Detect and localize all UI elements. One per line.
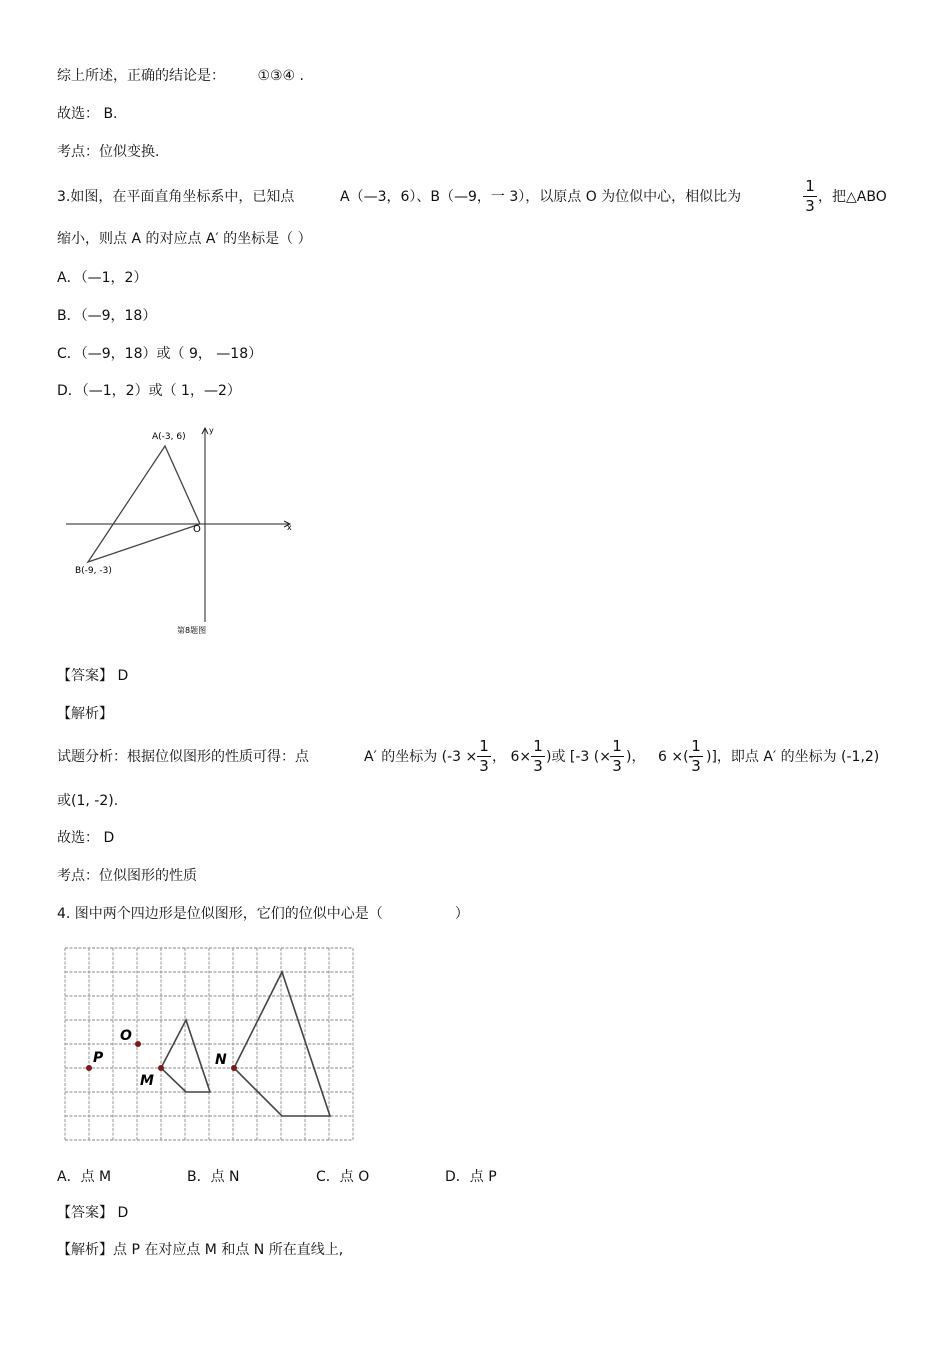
point-n-dot [231, 1065, 237, 1071]
q3-option-c: C．（—9，18）或（ 9， —18） [57, 346, 263, 362]
point-p-label: P [93, 1050, 104, 1066]
x-axis-label: x [287, 523, 292, 532]
q3-analysis-head: 【解析】 [57, 706, 113, 722]
fraction-numerator: 1 [479, 737, 489, 755]
q3-stem-start: 3.如图，在平面直角坐标系中，已知点 [57, 189, 295, 205]
fraction-denominator: 3 [479, 757, 489, 775]
q4-stem-bracket: ） [454, 906, 469, 922]
analysis-fraction-1 [476, 738, 492, 775]
q3-analysis-part3: )或 [-3 (× [546, 749, 611, 765]
q3-analysis-start: 试题分析：根据位似图形的性质可得：点 [57, 749, 309, 765]
q3-option-d: D．（—1，2）或（ 1，—2） [57, 383, 241, 399]
conclusion-line [57, 66, 304, 86]
q4-option-c: C．点 O [316, 1169, 370, 1185]
point-p-dot [86, 1065, 92, 1071]
small-quadrilateral [161, 1020, 210, 1092]
fraction-numerator: 1 [691, 737, 701, 755]
q4-stem-text: 4. 图中两个四边形是位似图形，它们的位似中心是（ [57, 906, 383, 922]
q4-option-b: B．点 N [187, 1169, 240, 1185]
point-b-label: B(-9, -3) [75, 566, 112, 576]
q3-stem-line2: 缩小，则点 A 的对应点 A′ 的坐标是（ ） [57, 231, 312, 247]
analysis-fraction-2 [530, 738, 546, 775]
q3-option-a: A．（—1，2） [57, 270, 148, 286]
figure-caption: 第8题图 [177, 626, 207, 635]
point-a-label: A(-3, 6) [152, 432, 186, 442]
analysis-fraction-4 [688, 738, 704, 775]
fraction-numerator: 1 [533, 737, 543, 755]
q3-analysis-part4: )， [626, 749, 646, 765]
point-m-dot [158, 1065, 164, 1071]
ratio-denominator: 3 [805, 197, 815, 215]
q4-grid-figure [58, 940, 366, 1148]
q3-answer: 【答案】 D [57, 668, 129, 684]
point-o-label: O [120, 1028, 132, 1044]
q4-answer: 【答案】 D [57, 1205, 129, 1221]
q4-stem [57, 904, 469, 924]
point-m-label: M [140, 1073, 154, 1089]
q4-option-d: D．点 P [445, 1169, 497, 1185]
point-o-dot [135, 1041, 141, 1047]
analysis-fraction-3 [609, 738, 625, 775]
q4-analysis: 【解析】点 P 在对应点 M 和点 N 所在直线上, [57, 1242, 344, 1258]
q3-ratio-fraction [802, 178, 818, 215]
choose-line: 故选： B. [57, 106, 118, 122]
origin-label: O [193, 524, 201, 535]
fraction-denominator: 3 [533, 757, 543, 775]
q3-point: 考点：位似图形的性质 [57, 868, 197, 884]
q3-analysis-part2: ， 6× [492, 749, 532, 765]
q3-option-b: B．（—9，18） [57, 308, 157, 324]
q3-analysis-part1: A′ 的坐标为 (-3 × [364, 749, 478, 765]
q3-stem-middle: A（—3，6）、B（—9，一 3），以原点 O 为位似中心，相似比为 [340, 189, 742, 205]
triangle-abo [88, 446, 200, 562]
point-n-label: N [215, 1052, 227, 1068]
q3-analysis-line2: 或(1, -2). [57, 793, 119, 809]
q3-analysis-part5: 6 ×(- [658, 749, 694, 765]
q3-stem-end: ，把△ABO [818, 189, 887, 205]
fraction-denominator: 3 [691, 757, 701, 775]
q3-coordinate-figure [60, 420, 300, 645]
grid-lines [65, 948, 353, 1140]
ratio-numerator: 1 [805, 177, 815, 195]
q3-choose: 故选： D [57, 830, 115, 846]
conclusion-text: 综上所述，正确的结论是： [57, 68, 225, 84]
topic-line: 考点：位似变换. [57, 144, 160, 160]
q3-analysis-part6: )]，即点 A′ 的坐标为 (-1,2) [706, 749, 880, 765]
fraction-numerator: 1 [612, 737, 622, 755]
conclusion-items: ①③④ . [257, 68, 305, 84]
q4-option-a: A．点 M [57, 1169, 112, 1185]
fraction-denominator: 3 [612, 757, 622, 775]
y-axis-label: y [209, 426, 214, 435]
